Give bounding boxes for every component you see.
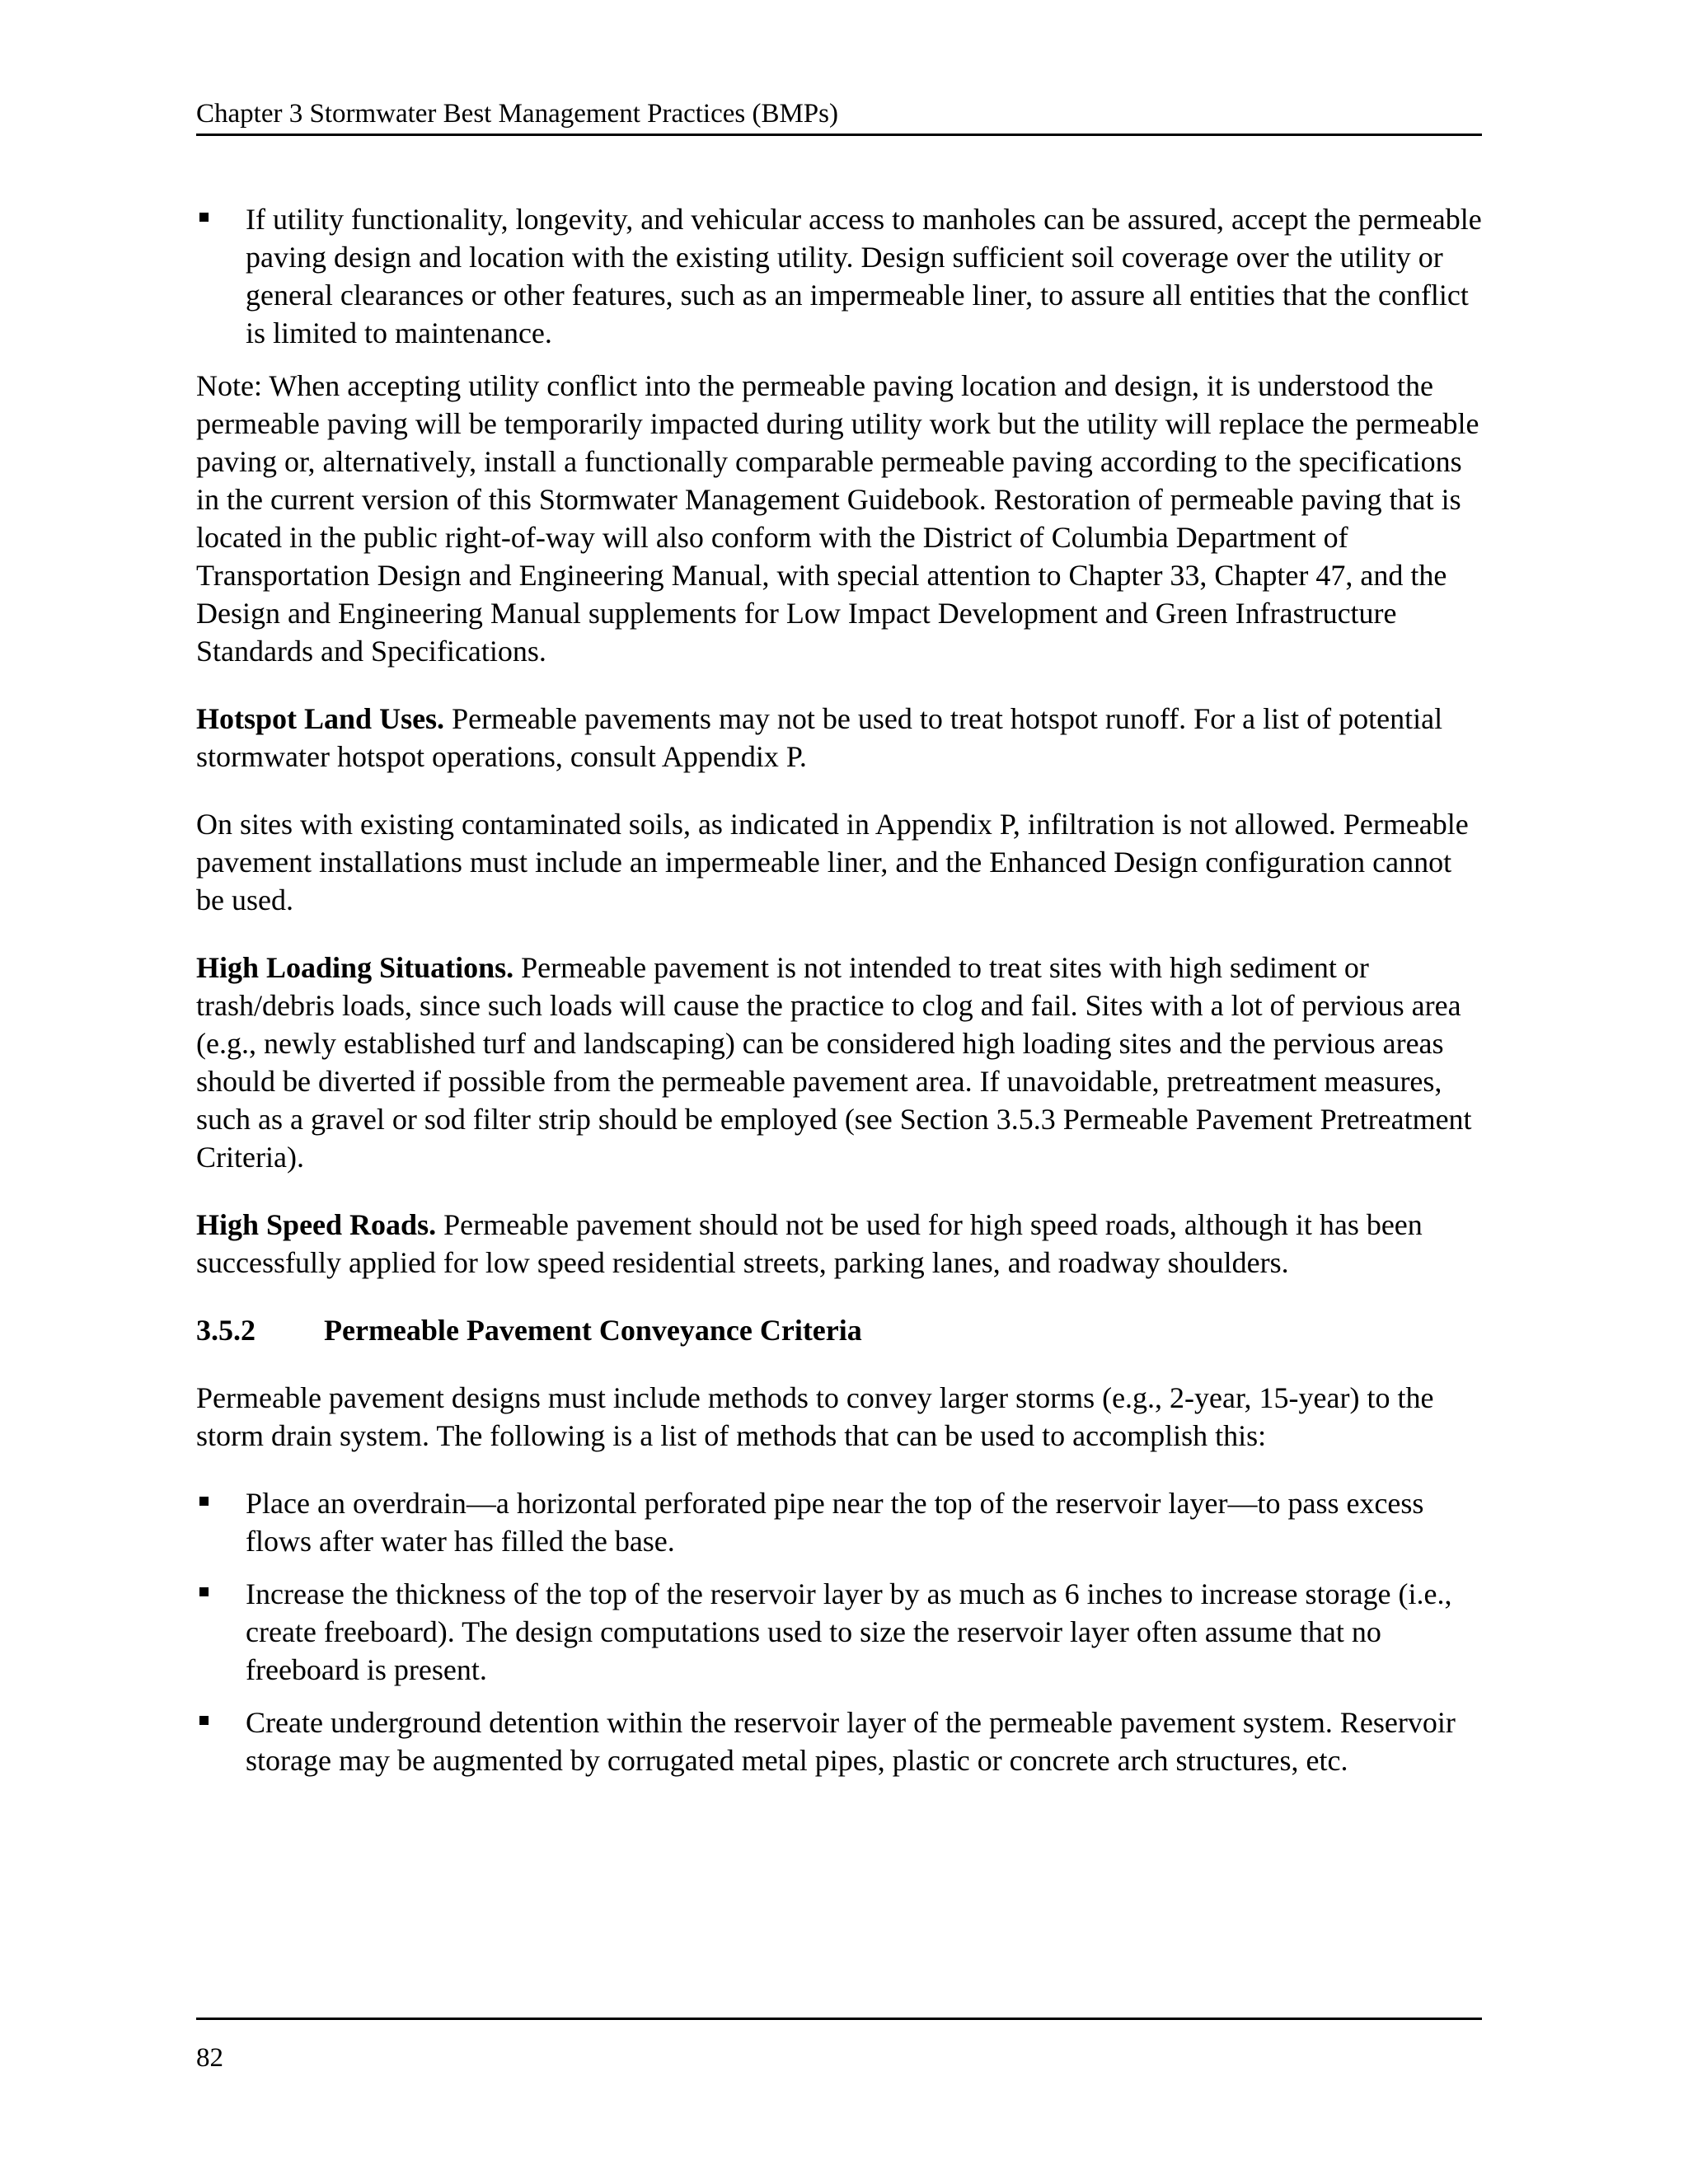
- section-number: 3.5.2: [196, 1314, 256, 1347]
- page-content: [196, 200, 1482, 1779]
- square-bullet-icon: [199, 1716, 209, 1725]
- list-item: [196, 1484, 1482, 1560]
- paragraph-text: Permeable pavements may not be used to treat hotspot runoff. For a list of potential stormwater hotspot operations, consult Appendix P.: [196, 702, 1443, 773]
- list-item: [196, 1704, 1482, 1779]
- section-heading: [196, 1311, 1482, 1349]
- high-speed-paragraph: [196, 1206, 1482, 1282]
- document-page: [196, 97, 1482, 1794]
- high-loading-paragraph: [196, 949, 1482, 1176]
- page-footer: [196, 2018, 1482, 2074]
- page-number: 82: [196, 2043, 223, 2073]
- note-paragraph: Note: When accepting utility conflict into the permeable paving location and design, it is understood the permeable paving will be temporarily impacted during utility work but the utility will replace the permeable paving or, alternatively, install a functionally comparable permeable paving according to the specifications in the current version of this Stormwater Management Guidebook. Restoration of permeable paving that is located in the public right-of-way will also conform with the District of Columbia Department of Transportation Design and Engineering Manual, with special attention to Chapter 33, Chapter 47, and the Design and Engineering Manual supplements for Low Impact Development and Green Infrastructure Standards and Specifications.: [196, 369, 1479, 668]
- square-bullet-icon: [199, 1497, 209, 1506]
- square-bullet-icon: [199, 213, 209, 222]
- contaminated-soils-paragraph: On sites with existing contaminated soils, as indicated in Appendix P, infiltration is not allowed. Permeable pavement installations must include an impermeable liner, and the Enhanced Design configuration cannot be used.: [196, 808, 1469, 916]
- list-item: [196, 200, 1482, 352]
- paragraph-lead: High Speed Roads.: [196, 1208, 437, 1241]
- section-intro: Permeable pavement designs must include methods to convey larger storms (e.g., 2-year, 15-year) to the storm drain system. The following is a list of methods that can be used to accomplish this:: [196, 1381, 1434, 1452]
- bullet-text: If utility functionality, longevity, and vehicular access to manholes can be assured, accept the permeable paving design and location with the existing utility. Design sufficient soil coverage over the utility or general clearances or other features, such as an impermeable liner, to assure all entities that the conflict is limited to maintenance.: [246, 203, 1482, 349]
- list-item: [196, 1575, 1482, 1689]
- bullet-text: Increase the thickness of the top of the reservoir layer by as much as 6 inches to increase storage (i.e., create freeboard). The design computations used to size the reservoir layer often assume that no freeboard is present.: [246, 1577, 1452, 1686]
- running-header: Chapter 3 Stormwater Best Management Practices (BMPs): [196, 97, 1482, 136]
- conveyance-method-list: [196, 1484, 1482, 1779]
- bullet-text: Create underground detention within the reservoir layer of the permeable pavement system. Reservoir storage may be augmented by corrugated metal pipes, plastic or concrete arch structures, etc.: [246, 1706, 1456, 1777]
- hotspot-paragraph: [196, 700, 1482, 776]
- paragraph-text: Permeable pavement is not intended to treat sites with high sediment or trash/debris loads, since such loads will cause the practice to clog and fail. Sites with a lot of pervious area (e.g., newly established turf and landscaping) can be considered high loading sites and the pervious areas should be diverted if possible from the permeable pavement area. If unavoidable, pretreatment measures, such as a gravel or sod filter strip should be employed (see Section 3.5.3 Permeable Pavement Pretreatment Criteria).: [196, 951, 1472, 1174]
- paragraph-lead: High Loading Situations.: [196, 951, 514, 984]
- square-bullet-icon: [199, 1587, 209, 1596]
- section-title: Permeable Pavement Conveyance Criteria: [324, 1314, 862, 1347]
- paragraph-lead: Hotspot Land Uses.: [196, 702, 445, 735]
- bullet-text: Place an overdrain—a horizontal perforated pipe near the top of the reservoir layer—to pass excess flows after water has filled the base.: [246, 1487, 1424, 1558]
- paragraph-text: Permeable pavement should not be used for high speed roads, although it has been successfully applied for low speed residential streets, parking lanes, and roadway shoulders.: [196, 1208, 1423, 1279]
